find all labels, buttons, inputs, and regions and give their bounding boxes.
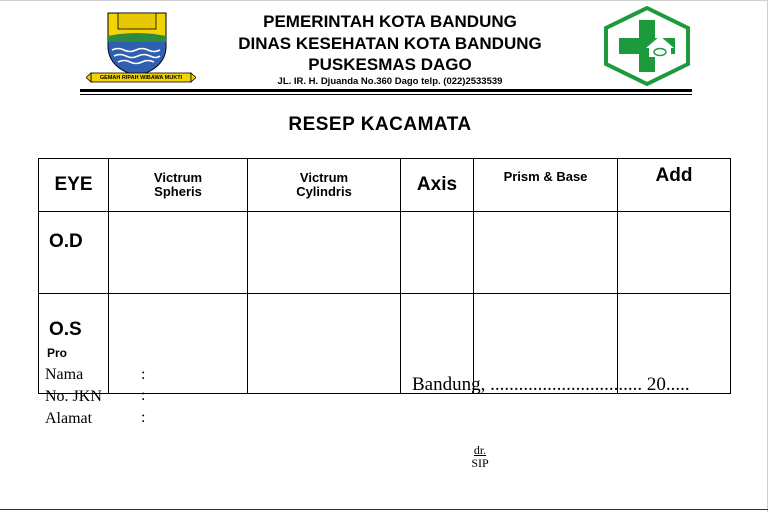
letterhead-rule-thin: [80, 94, 692, 95]
header-eye: EYE: [39, 159, 109, 212]
city-date-line: Bandung, ................................ 20.....: [412, 374, 690, 395]
od-prism-cell: [474, 212, 618, 294]
header-cylindris: [248, 159, 401, 212]
od-cylindris-cell: [248, 212, 401, 294]
header-cylindris-line2: Cylindris: [296, 184, 352, 199]
dr-label: dr.: [473, 443, 487, 457]
puskesmas-green-cross-icon: [602, 6, 692, 86]
od-add-cell: [618, 212, 731, 294]
header-axis: Axis: [401, 159, 474, 212]
row-os-label: O.S: [39, 294, 109, 394]
pro-label: Pro: [47, 346, 68, 360]
letterhead-department: DINAS KESEHATAN KOTA BANDUNG: [238, 34, 542, 53]
nama-label: Nama: [45, 366, 84, 383]
page-top-border: [0, 0, 768, 1]
alamat-label: Alamat: [45, 410, 93, 427]
od-axis-cell: [401, 212, 474, 294]
table-header-row: [39, 159, 731, 212]
prescription-table: [38, 158, 731, 394]
crest-motto: GEMAH RIPAH WIBAWA MUKTI: [99, 74, 183, 81]
header-spheris: [109, 159, 248, 212]
os-cylindris-cell: [248, 294, 401, 394]
header-prism: Prism & Base: [474, 159, 618, 212]
doctor-signature-block: [460, 444, 500, 470]
row-od-label: O.D: [39, 212, 109, 294]
os-spheris-cell: [109, 294, 248, 394]
letterhead-clinic: PUSKESMAS DAGO: [308, 55, 472, 74]
letterhead-government: PEMERINTAH KOTA BANDUNG: [263, 12, 517, 31]
header-add: Add: [618, 159, 731, 212]
page-bottom-border: [0, 509, 768, 510]
letterhead-rule-thick: [80, 89, 692, 92]
sip-label: SIP: [471, 456, 489, 470]
document-title: RESEP KACAMATA: [288, 114, 472, 135]
letterhead-address: JL. IR. H. Djuanda No.360 Dago telp. (022)2533539: [277, 76, 503, 87]
alamat-colon: :: [141, 409, 146, 426]
od-spheris-cell: [109, 212, 248, 294]
header-cylindris-line1: Victrum: [299, 170, 349, 185]
jkn-label: No. JKN: [45, 388, 102, 405]
jkn-colon: :: [141, 387, 146, 404]
table-row-od: [39, 212, 731, 294]
header-spheris-line1: Victrum: [153, 170, 203, 185]
nama-colon: :: [141, 366, 146, 383]
header-spheris-line2: Spheris: [154, 184, 202, 199]
